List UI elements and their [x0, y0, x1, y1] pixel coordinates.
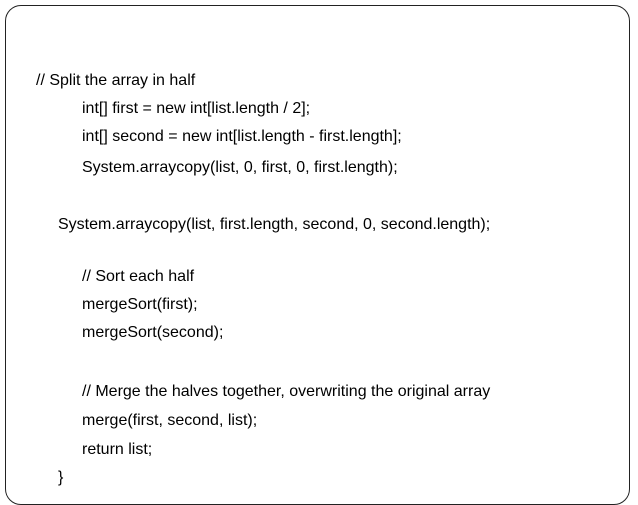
code-line-return-list: return list; — [82, 441, 153, 458]
comment-sort-each-half: // Sort each half — [82, 268, 195, 285]
code-line-merge-call: merge(first, second, list); — [82, 412, 258, 429]
code-line-mergesort-first: mergeSort(first); — [82, 296, 198, 313]
code-line-closing-brace: } — [58, 469, 64, 486]
code-line-arraycopy-second: System.arraycopy(list, first.length, second, 0, second.length); — [58, 216, 491, 233]
comment-merge-halves: // Merge the halves together, overwriting the original array — [82, 383, 491, 400]
code-line-mergesort-second: mergeSort(second); — [82, 324, 224, 341]
code-line-arraycopy-first: System.arraycopy(list, 0, first, 0, first.length); — [82, 159, 398, 176]
comment-split-array: // Split the array in half — [36, 72, 196, 89]
code-line-first-declaration: int[] first = new int[list.length / 2]; — [82, 100, 311, 117]
code-line-second-declaration: int[] second = new int[list.length - first.length]; — [82, 128, 402, 145]
